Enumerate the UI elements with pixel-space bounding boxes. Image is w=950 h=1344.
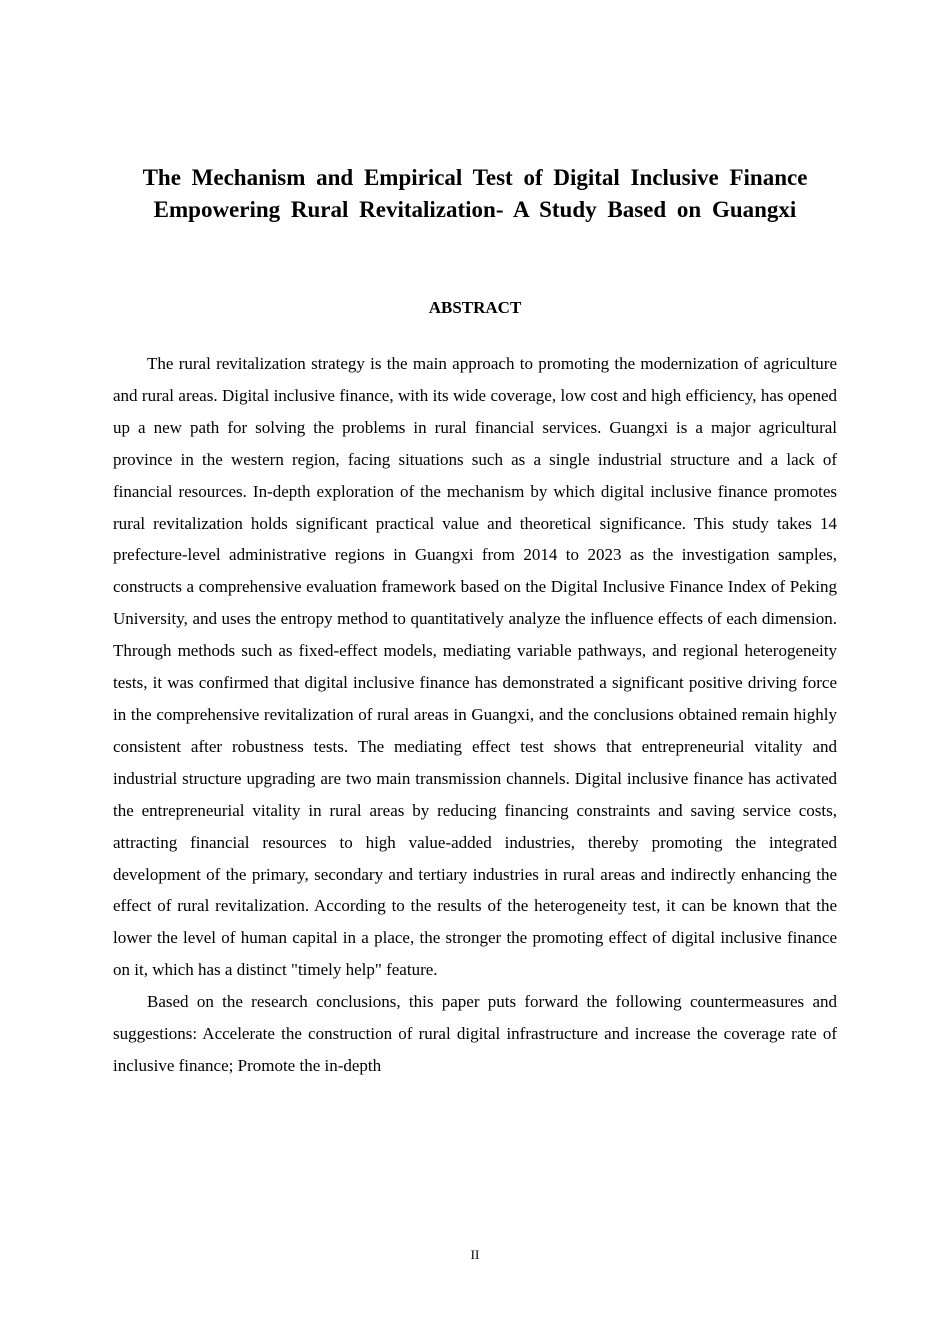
abstract-body [113, 348, 837, 1082]
abstract-paragraph: Based on the research conclusions, this paper puts forward the following countermeasures and suggestions: Accelerate the construction of rural digital infrastructure and increase the coverage rate of inclusive finance; Promote the in-depth [113, 992, 837, 1075]
paper-title: The Mechanism and Empirical Test of Digital Inclusive Finance Empowering Rural Revitalization- A Study Based on Guangxi [142, 165, 808, 222]
abstract-heading: ABSTRACT [428, 298, 522, 317]
page-number: II [470, 1247, 480, 1262]
abstract-paragraph: The rural revitalization strategy is the main approach to promoting the modernization of agriculture and rural areas. Digital inclusive finance, with its wide coverage, low cost and high efficiency, has opened up a new path for solving the problems in rural financial services. Guangxi is a major agricultural province in the western region, facing situations such as a single industrial structure and a lack of financial resources. In-depth exploration of the mechanism by which digital inclusive finance promotes rural revitalization holds significant practical value and theoretical significance. This study takes 14 prefecture-level administrative regions in Guangxi from 2014 to 2023 as the investigation samples, constructs a comprehensive evaluation framework based on the Digital Inclusive Finance Index of Peking University, and uses the entropy method to quantitatively analyze the influence effects of each dimension. Through methods such as fixed-effect models, mediating variable pathways, and regional heterogeneity tests, it was confirmed that digital inclusive finance has demonstrated a significant positive driving force in the comprehensive revitalization of rural areas in Guangxi, and the conclusions obtained remain highly consistent after robustness tests. The mediating effect test shows that entrepreneurial vitality and industrial structure upgrading are two main transmission channels. Digital inclusive finance has activated the entrepreneurial vitality in rural areas by reducing financing constraints and saving service costs, attracting financial resources to high value-added industries, thereby promoting the integrated development of the primary, secondary and tertiary industries in rural areas and indirectly enhancing the effect of rural revitalization. According to the results of the heterogeneity test, it can be known that the lower the level of human capital in a place, the stronger the promoting effect of digital inclusive finance on it, which has a distinct "timely help" feature. [113, 354, 837, 980]
